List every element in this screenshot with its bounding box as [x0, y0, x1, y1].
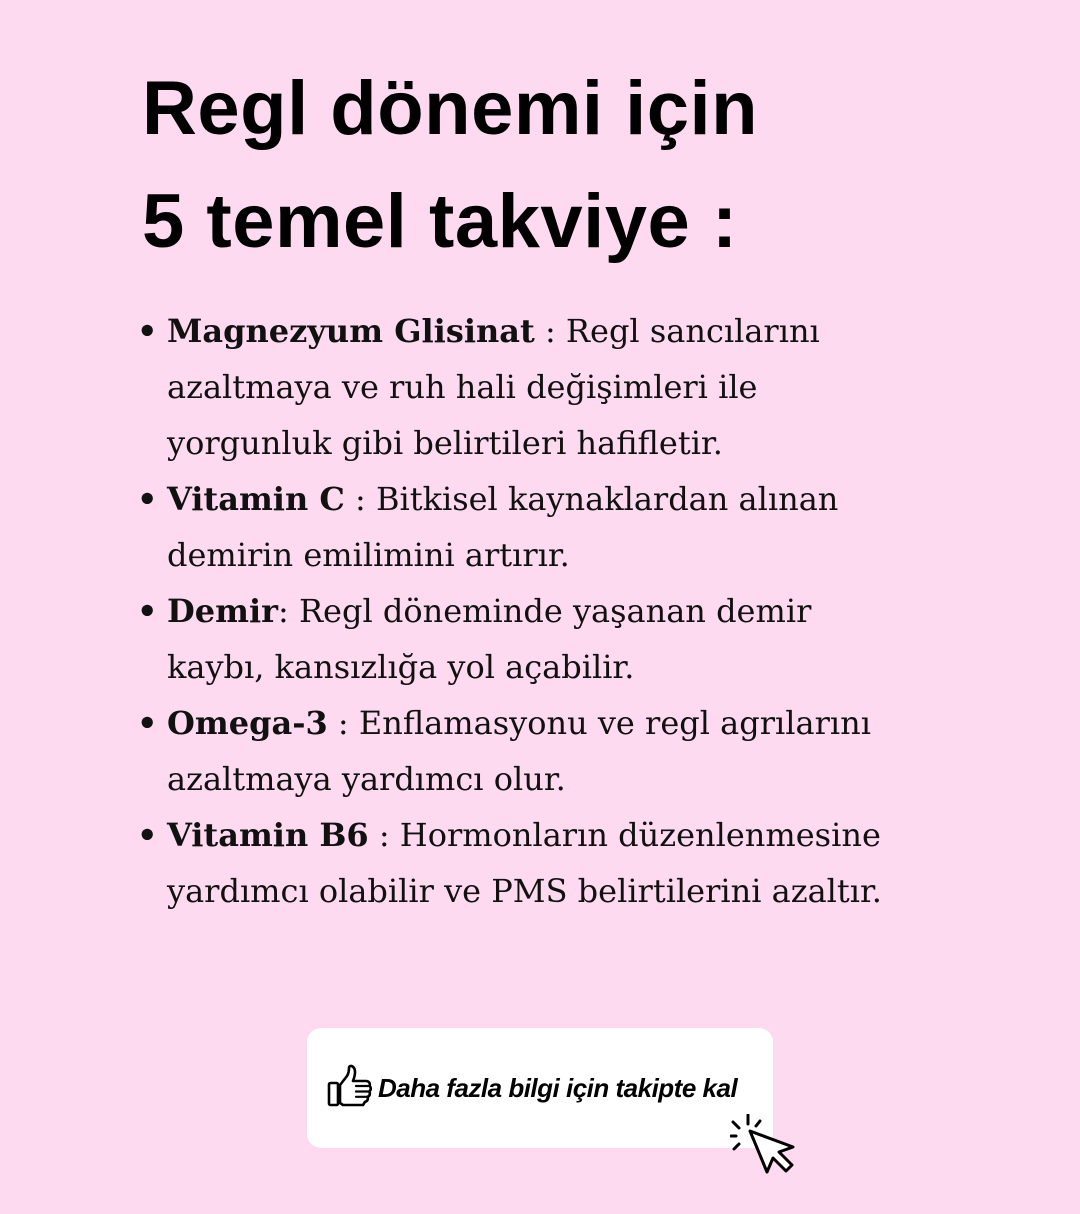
supplement-name: Magnezyum Glisinat [167, 312, 535, 350]
bullet: • [137, 480, 158, 518]
separator: : [534, 312, 566, 350]
supplement-name: Vitamin B6 [167, 816, 369, 854]
supplement-name: Omega-3 [167, 704, 328, 742]
thumbs-up-icon [327, 1064, 373, 1108]
cursor-click-icon [730, 1114, 800, 1178]
page-title [142, 52, 758, 278]
separator: : [368, 816, 400, 854]
supplement-name: Vitamin C [167, 480, 345, 518]
list-item [137, 471, 907, 583]
follow-cta-text[interactable]: Daha fazla bilgi için takipte kal [378, 1073, 738, 1103]
supplement-description: Regl döneminde yaşanan demir kaybı, kansızlığa yol açabilir. [167, 592, 812, 686]
title-line-1: Regl dönemi için [142, 66, 759, 151]
supplement-description: Enflamasyonu ve regl agrılarını azaltmaya yardımcı olur. [167, 704, 871, 798]
supplement-description: Hormonların düzenlenmesine yardımcı olabilir ve PMS belirtilerini azaltır. [167, 816, 882, 910]
list-item [137, 807, 907, 919]
bullet: • [137, 592, 158, 630]
bullet: • [137, 816, 158, 854]
bullet: • [137, 704, 158, 742]
supplement-name: Demir [167, 592, 278, 630]
supplement-list [137, 303, 957, 919]
list-item [137, 695, 947, 807]
separator: : [327, 704, 359, 742]
bullet: • [137, 312, 158, 350]
list-item [137, 583, 877, 695]
supplement-description: Bitkisel kaynaklardan alınan demirin emilimini artırır. [167, 480, 839, 574]
list-item [137, 303, 887, 471]
separator: : [277, 592, 299, 630]
separator: : [344, 480, 376, 518]
supplement-description: Regl sancılarını azaltmaya ve ruh hali değişimleri ile yorgunluk gibi belirtileri hafifletir. [167, 312, 820, 462]
title-line-2: 5 temel takviye : [142, 179, 738, 264]
